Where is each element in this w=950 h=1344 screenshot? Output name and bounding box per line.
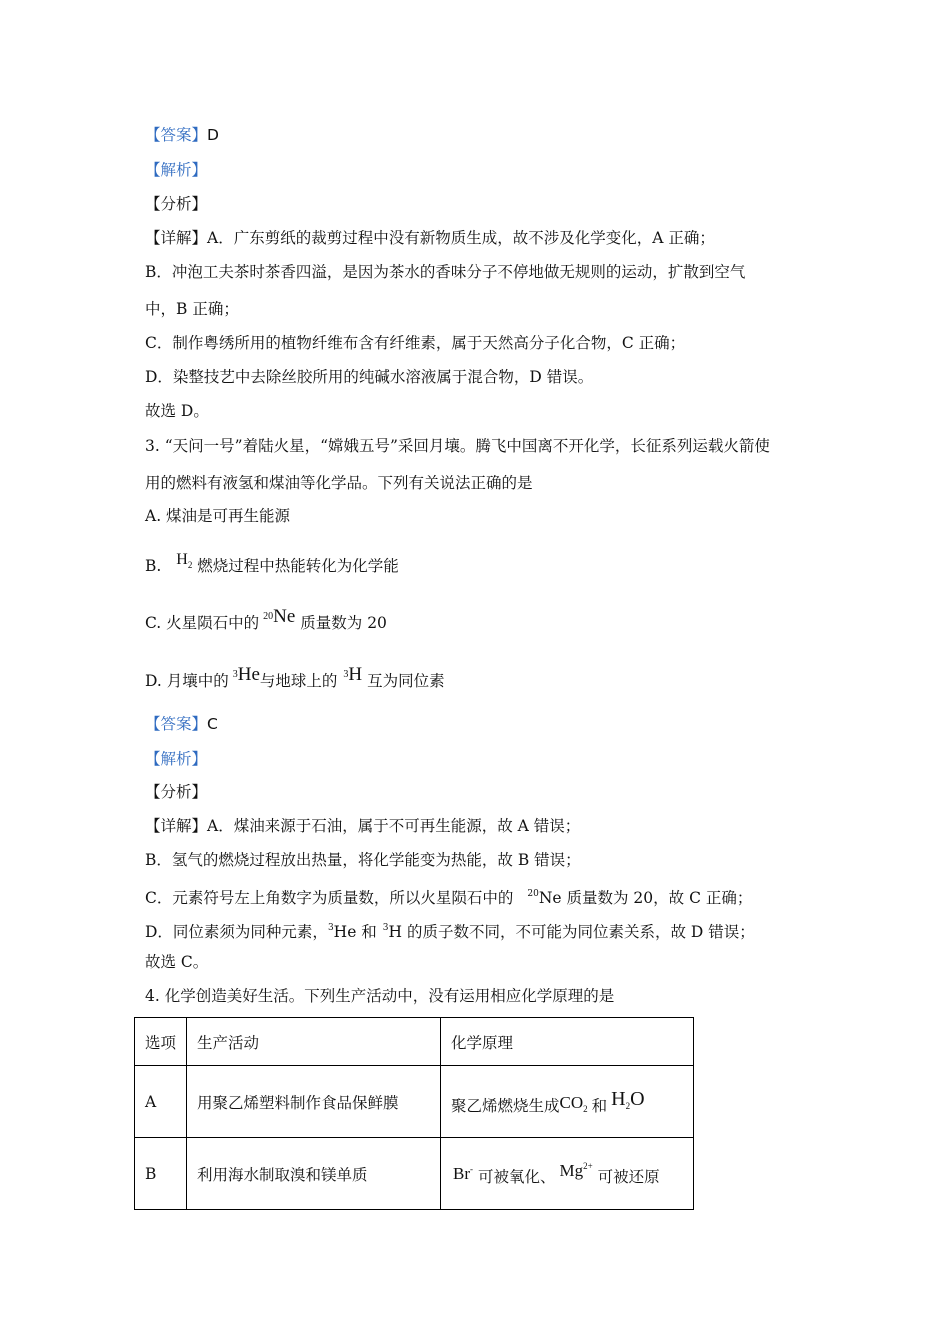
q3-detail-c bbox=[145, 884, 752, 908]
q3-detail-a bbox=[145, 816, 580, 836]
q4-row-a-activity: 用聚乙烯塑料制作食品保鲜膜 bbox=[187, 1066, 441, 1138]
q3-option-d-text: 互为同位素 bbox=[367, 672, 445, 690]
q4-row-a-co2-sub: 2 bbox=[583, 1103, 588, 1114]
q3-option-b-prefix: B. bbox=[145, 557, 162, 575]
q4-row-a-h2o-o: O bbox=[630, 1087, 645, 1110]
q3-option-b bbox=[145, 546, 399, 580]
q4-row-a-h2o bbox=[611, 1088, 644, 1110]
q4-row-b-mg-ion bbox=[559, 1161, 592, 1180]
q3-option-d bbox=[145, 658, 445, 699]
q3-detail-c-suffix: Ne 质量数为 20，故 C 正确； bbox=[538, 889, 753, 907]
q3-answer-value: C bbox=[207, 715, 218, 733]
q3-detail-c-mass: 20 bbox=[527, 889, 539, 899]
q4-row-b-option: B bbox=[135, 1138, 187, 1210]
q2-answer-value: D bbox=[207, 126, 219, 144]
q4-row-b-br-ion bbox=[453, 1164, 473, 1183]
q3-option-d-element1: He bbox=[237, 664, 260, 685]
q3-option-c bbox=[145, 600, 387, 641]
q3-option-b-text: 燃烧过程中热能转化为化学能 bbox=[197, 557, 399, 575]
q2-detail-c: C．制作粤绣所用的植物纤维布含有纤维素，属于天然高分子化合物，C 正确； bbox=[145, 334, 686, 352]
q3-option-b-element: H bbox=[176, 551, 188, 568]
q2-fenxi-label: 【分析】 bbox=[145, 195, 208, 213]
q4-header-option: 选项 bbox=[135, 1018, 187, 1066]
q3-option-d-nuclide2 bbox=[343, 664, 363, 690]
q3-detail-d-mass1: 3 bbox=[327, 923, 334, 933]
q3-fenxi-label: 【分析】 bbox=[145, 783, 208, 801]
q3-option-c-text: 质量数为 20 bbox=[300, 614, 387, 632]
q4-row-a-option: A bbox=[135, 1066, 187, 1138]
q4-row-a-co2 bbox=[560, 1093, 588, 1112]
q3-detail-b: B．氢气的燃烧过程放出热量，将化学能变为热能，故 B 错误； bbox=[145, 851, 581, 869]
q4-row-b-principle bbox=[441, 1138, 694, 1210]
q4-table-header-row bbox=[135, 1018, 694, 1066]
q4-row-b-suffix: 可被还原 bbox=[597, 1167, 660, 1186]
q2-answer-label: 【答案】 bbox=[145, 126, 208, 144]
q2-conclusion: 故选 D。 bbox=[145, 402, 209, 420]
q4-row-b-br-charge: - bbox=[470, 1163, 474, 1174]
q2-detail-a bbox=[145, 228, 715, 248]
q4-stem: 4. 化学创造美好生活。下列生产活动中，没有运用相应化学原理的是 bbox=[145, 987, 615, 1005]
q3-option-d-prefix: D. 月壤中的 bbox=[145, 672, 229, 690]
q4-row-b-mg: Mg bbox=[559, 1160, 584, 1180]
q2-detail-b2: 中，B 正确； bbox=[145, 300, 239, 318]
q3-option-b-subscript: 2 bbox=[187, 560, 193, 570]
q3-option-b-formula bbox=[176, 551, 192, 568]
q2-detail-label: 【详解】 bbox=[145, 229, 208, 247]
q2-detail-a-text: A．广东剪纸的裁剪过程中没有新物质生成，故不涉及化学变化，A 正确； bbox=[207, 229, 715, 247]
q3-option-d-mass1: 3 bbox=[232, 669, 238, 680]
q3-detail-d-mid: He 和 bbox=[333, 923, 377, 941]
q3-option-d-element2: H bbox=[348, 664, 363, 685]
q3-detail-d-prefix: D．同位素须为同种元素， bbox=[145, 923, 328, 941]
q2-detail-b1: B．冲泡工夫茶时茶香四溢，是因为茶水的香味分子不停地做无规则的运动，扩散到空气 bbox=[145, 263, 746, 281]
q3-detail-d-mass2: 3 bbox=[382, 923, 389, 933]
q3-stem-line1: 3. “天问一号”着陆火星，“嫦娥五号”采回月壤。腾飞中国离不开化学，长征系列运载火箭使 bbox=[145, 437, 770, 455]
q3-option-d-mass2: 3 bbox=[343, 669, 349, 680]
q4-table bbox=[134, 1017, 694, 1210]
q3-detail-c-prefix: C．元素符号左上角数字为质量数，所以火星陨石中的 bbox=[145, 889, 514, 907]
q3-detail-label: 【详解】 bbox=[145, 817, 208, 835]
q4-row-a-h2o-h: H bbox=[611, 1087, 626, 1110]
q3-detail-d bbox=[145, 918, 755, 942]
q3-option-c-prefix: C. 火星陨石中的 bbox=[145, 614, 260, 632]
q4-header-activity: 生产活动 bbox=[187, 1018, 441, 1066]
q4-row-b-mid: 可被氧化、 bbox=[477, 1167, 556, 1186]
q4-row-a-h2o-sub: 2 bbox=[625, 1100, 631, 1111]
q4-row-a-principle bbox=[441, 1066, 694, 1138]
q3-detail-d-suffix: H 的质子数不同，不可能为同位素关系，故 D 错误； bbox=[388, 923, 755, 941]
q3-stem-line2: 用的燃料有液氢和煤油等化学品。下列有关说法正确的是 bbox=[145, 474, 533, 492]
q3-option-a: A. 煤油是可再生能源 bbox=[145, 507, 291, 525]
q3-option-c-nuclide bbox=[263, 606, 296, 632]
q4-table-row-a bbox=[135, 1066, 694, 1138]
q4-row-b-activity: 利用海水制取溴和镁单质 bbox=[187, 1138, 441, 1210]
q3-analysis-label: 【解析】 bbox=[145, 750, 208, 768]
q3-answer-line bbox=[145, 714, 218, 734]
q4-row-b-mg-charge: 2+ bbox=[583, 1160, 593, 1171]
q4-header-principle: 化学原理 bbox=[441, 1018, 694, 1066]
q3-option-d-nuclide1 bbox=[232, 664, 260, 690]
q3-detail-a-text: A．煤油来源于石油，属于不可再生能源，故 A 错误； bbox=[207, 817, 581, 835]
q3-option-d-mid: 与地球上的 bbox=[259, 672, 338, 690]
q3-option-c-element: Ne bbox=[273, 606, 296, 627]
q4-row-a-and: 和 bbox=[591, 1096, 608, 1115]
q4-row-a-principle-prefix: 聚乙烯燃烧生成 bbox=[451, 1096, 560, 1115]
q2-detail-d: D．染整技艺中去除丝胶所用的纯碱水溶液属于混合物，D 错误。 bbox=[145, 368, 594, 386]
q4-table-row-b bbox=[135, 1138, 694, 1210]
q2-analysis-label: 【解析】 bbox=[145, 161, 208, 179]
q4-row-a-co2-main: CO bbox=[559, 1092, 584, 1112]
q3-answer-label: 【答案】 bbox=[145, 715, 208, 733]
q3-option-c-mass-number: 20 bbox=[263, 611, 274, 622]
q3-conclusion: 故选 C。 bbox=[145, 953, 209, 971]
q4-row-b-br: Br bbox=[453, 1163, 471, 1183]
q2-answer-line bbox=[145, 125, 219, 145]
